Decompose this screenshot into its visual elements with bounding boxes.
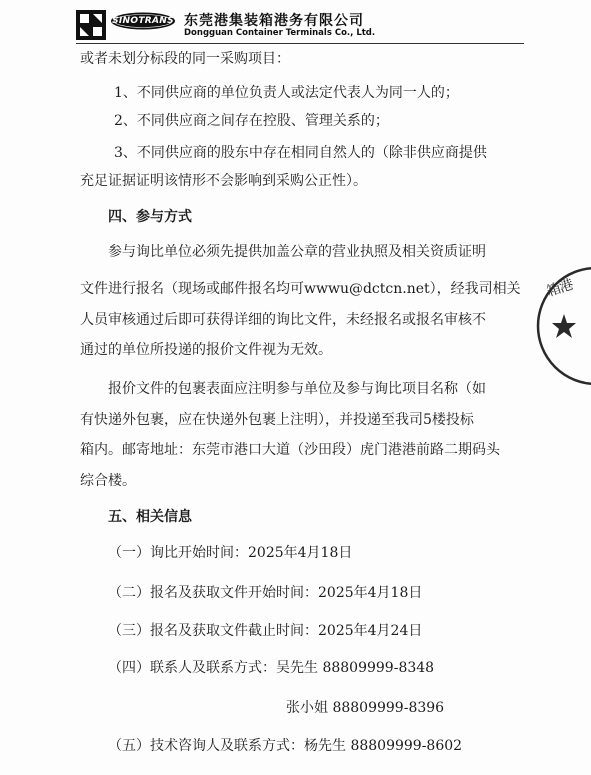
company-name-cn: 东莞港集装箱港务有限公司 (184, 13, 364, 29)
company-name-en: Dongguan Container Terminals Co., Ltd. (184, 28, 376, 38)
sinotrans-badge (110, 12, 176, 30)
header-divider (76, 43, 524, 44)
paragraph-line: 综合楼。 (80, 473, 136, 489)
paragraph-line: 有快递外包裹，应在快递外包裹上注明），并投递至我司5楼投标 (80, 412, 474, 428)
badge-text: SINOTRANS (112, 16, 174, 26)
paragraph-line: 通过的单位所投递的报价文件视为无效。 (80, 342, 332, 358)
company-logo-icon (76, 10, 106, 40)
list-item: 3、不同供应商的股东中存在相同自然人的（除非供应商提供 (114, 145, 487, 161)
info-item: （四）联系人及联系方式：吴先生 88809999-8348 (108, 660, 435, 676)
info-item: （一）询比开始时间：2025年4月18日 (108, 545, 353, 561)
list-item: 2、不同供应商之间存在控股、管理关系的； (114, 113, 389, 129)
list-item: 1、不同供应商的单位负责人或法定代表人为同一人的； (114, 85, 459, 101)
paragraph-line: 文件进行报名（现场或邮件报名均可wwwu@dctcn.net），经我司相关 (80, 281, 521, 297)
section-heading: 四、参与方式 (108, 209, 192, 225)
section-heading: 五、相关信息 (108, 509, 192, 525)
paragraph-line: 箱内。邮寄地址：东莞市港口大道（沙田段）虎门港港前路二期码头 (80, 442, 500, 458)
info-item: （二）报名及获取文件开始时间：2025年4月18日 (108, 585, 423, 601)
body-line: 充足证据证明该情形不会影响到采购公正性）。 (80, 173, 367, 189)
seal-text: 箱港 (544, 276, 575, 301)
letterhead (76, 8, 516, 44)
info-item: 张小姐 88809999-8396 (286, 700, 445, 716)
body-line: 或者未划分标段的同一采购项目： (80, 51, 290, 67)
info-item: （五）技术咨询人及联系方式：杨先生 88809999-8602 (108, 738, 463, 754)
paragraph-line: 参与询比单位必须先提供加盖公章的营业执照及相关资质证明 (108, 244, 486, 260)
paragraph-line: 报价文件的包裹表面应注明参与单位及参与询比项目名称（如 (108, 381, 486, 397)
paragraph-line: 人员审核通过后即可获得详细的询比文件，未经报名或报名审核不 (80, 312, 486, 328)
info-item: （三）报名及获取文件截止时间：2025年4月24日 (108, 623, 423, 639)
